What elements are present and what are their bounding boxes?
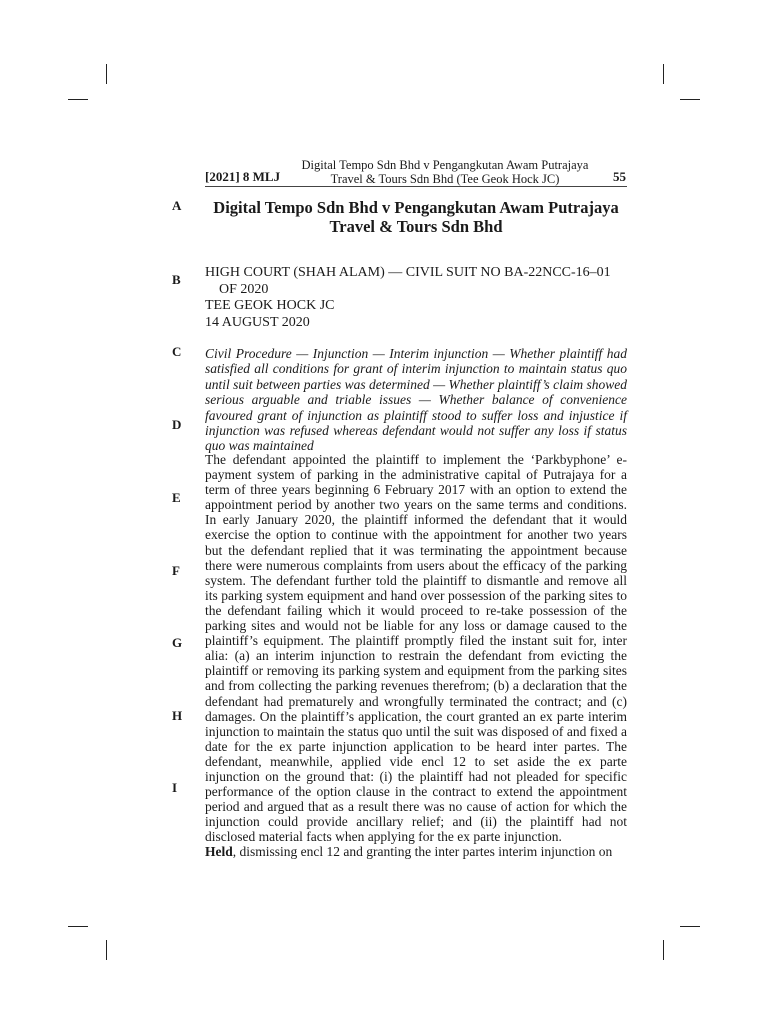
page-number: 55 <box>613 169 626 184</box>
running-title-line2: Travel & Tours Sdn Bhd (Tee Geok Hock JC) <box>330 172 560 186</box>
margin-marker-c: C <box>172 344 182 359</box>
margin-marker-e: E <box>172 490 181 505</box>
margin-marker-f: F <box>172 563 180 578</box>
margin-marker-g: G <box>172 635 183 650</box>
case-title-line1: Digital Tempo Sdn Bhd v Pengangkutan Awam Putrajaya <box>213 198 619 217</box>
held-text: , dismissing encl 12 and granting the inter partes interim injunction on <box>232 844 613 859</box>
crop-mark <box>106 940 107 960</box>
case-title <box>205 198 627 236</box>
margin-marker-d: D <box>172 417 182 432</box>
court-line-continued: OF 2020 <box>219 281 269 297</box>
crop-mark <box>68 99 88 100</box>
crop-mark <box>663 940 664 960</box>
margin-marker-a: A <box>172 198 182 213</box>
court-line: HIGH COURT (SHAH ALAM) — CIVIL SUIT NO BA-22NCC-16–01 <box>205 265 611 280</box>
case-title-line2: Travel & Tours Sdn Bhd <box>329 217 503 236</box>
crop-mark <box>663 64 664 84</box>
citation: [2021] 8 MLJ <box>205 169 281 184</box>
judgment-date: 14 AUGUST 2020 <box>205 314 310 330</box>
crop-mark <box>680 99 700 100</box>
judge-name: TEE GEOK HOCK JC <box>205 298 335 313</box>
held-paragraph <box>205 844 627 859</box>
crop-mark <box>106 64 107 84</box>
margin-marker-h: H <box>172 708 183 723</box>
margin-marker-i: I <box>172 780 178 795</box>
held-label: Held <box>205 844 233 859</box>
crop-mark <box>68 926 88 927</box>
catchwords: Civil Procedure — Injunction — Interim injunction — Whether plaintiff had satisfied all conditions for grant of interim injunction to maintain status quo until suit between parties was determined — Whether plaintiff’s claim showed serious arguable and triable issues — Whether balance of convenience favoured grant of injunction as plaintiff stood to suffer loss and injustice if injunction was refused whereas defendant would not suffer any loss if status quo was maintained <box>205 346 627 454</box>
headnote-paragraph: The defendant appointed the plaintiff to implement the ‘Parkbyphone’ e-payment system of parking in the administrative capital of Putrajaya for a term of three years beginning 6 February 2017 with an option to extend the appointment period by another two years on the same terms and conditions. In early January 2020, the plaintiff informed the defendant that it would exercise the option to continue with the appointment for another two years but the defendant replied that it was terminating the appointment because there were numerous complaints from users about the efficacy of the parking system. The defendant further told the plaintiff to dismantle and remove all its parking system equipment and hand over possession of the parking sites to the defendant failing which it would proceed to re-take possession of the parking sites and would not be liable for any loss or damage caused to the plaintiff’s equipment. The plaintiff promptly filed the instant suit for, inter alia: (a) an interim injunction to restrain the defendant from evicting the plaintiff or removing its parking system and equipment from the parking sites and from collecting the parking revenues therefrom; (b) a declaration that the defendant had prematurely and wrongfully terminated the contract; and (c) damages. On the plaintiff’s application, the court granted an ex parte interim injunction to maintain the status quo until the suit was disposed of and fixed a date for the ex parte injunction application to be heard inter partes. The defendant, meanwhile, applied vide encl 12 to set aside the ex parte injunction on the ground that: (i) the plaintiff had not pleaded for specific performance of the option clause in the contract to extend the appointment period and argued that as a result there was no cause of action for which the injunction could provide ancillary relief; and (ii) the plaintiff had not disclosed material facts when applying for the ex parte injunction. <box>205 452 627 845</box>
margin-marker-b: B <box>172 272 181 287</box>
running-title <box>290 158 600 186</box>
header-rule <box>205 186 627 187</box>
court-details <box>205 265 627 331</box>
crop-mark <box>680 926 700 927</box>
running-title-line1: Digital Tempo Sdn Bhd v Pengangkutan Awam Putrajaya <box>301 158 589 172</box>
